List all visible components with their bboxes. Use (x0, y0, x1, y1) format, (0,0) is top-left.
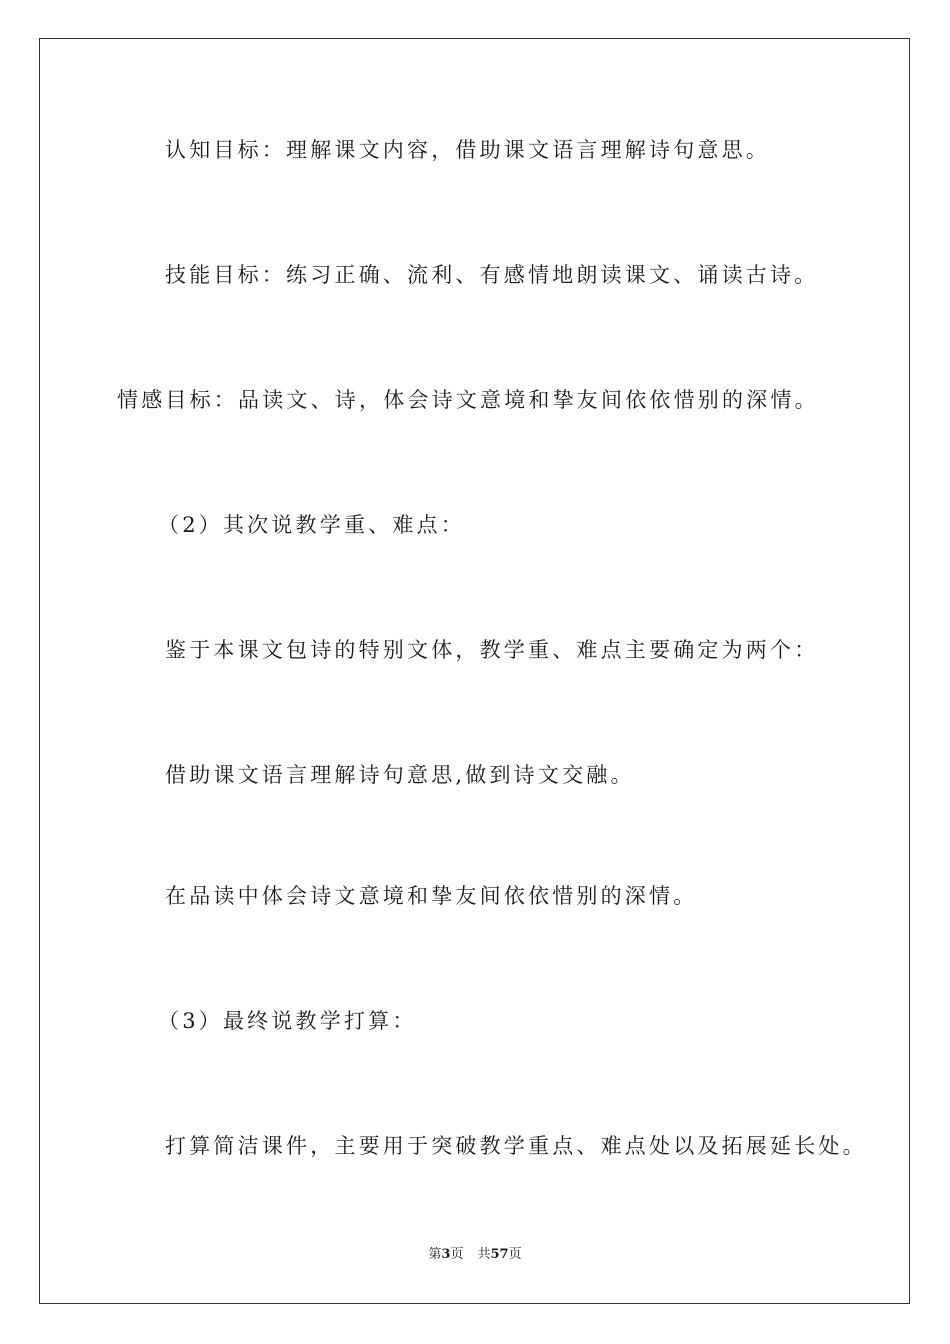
paragraph-key-points-intro: 鉴于本课文包诗的特别文体，教学重、难点主要确定为两个： (165, 638, 819, 662)
paragraph-key-point-1: 借助课文语言理解诗句意思,做到诗文交融。 (165, 763, 635, 787)
paragraph-cognitive-goal: 认知目标：理解课文内容，借助课文语言理解诗句意思。 (165, 138, 770, 162)
page-footer (0, 1246, 950, 1264)
paragraph-skill-goal: 技能目标：练习正确、流利、有感情地朗读课文、诵读古诗。 (165, 263, 819, 287)
page-border (39, 38, 910, 1304)
footer-total-prefix: 共 (477, 1247, 491, 1262)
paragraph-plan: 打算简洁课件，主要用于突破教学重点、难点处以及拓展延长处。 (165, 1134, 867, 1158)
footer-page-suffix: 页 (450, 1247, 464, 1262)
footer-total-pages: 57 (490, 1247, 509, 1262)
footer-total-suffix: 页 (508, 1247, 522, 1262)
paragraph-emotion-goal: 情感目标：品读文、诗，体会诗文意境和挚友间依依惜别的深情。 (117, 388, 819, 412)
footer-page-prefix: 第 (428, 1247, 442, 1262)
paragraph-section-2-heading: （2）其次说教学重、难点： (158, 513, 465, 537)
paragraph-section-3-heading: （3）最终说教学打算： (158, 1009, 417, 1033)
paragraph-key-point-2: 在品读中体会诗文意境和挚友间依依惜别的深情。 (165, 884, 698, 908)
footer-page-number: 3 (441, 1247, 451, 1262)
